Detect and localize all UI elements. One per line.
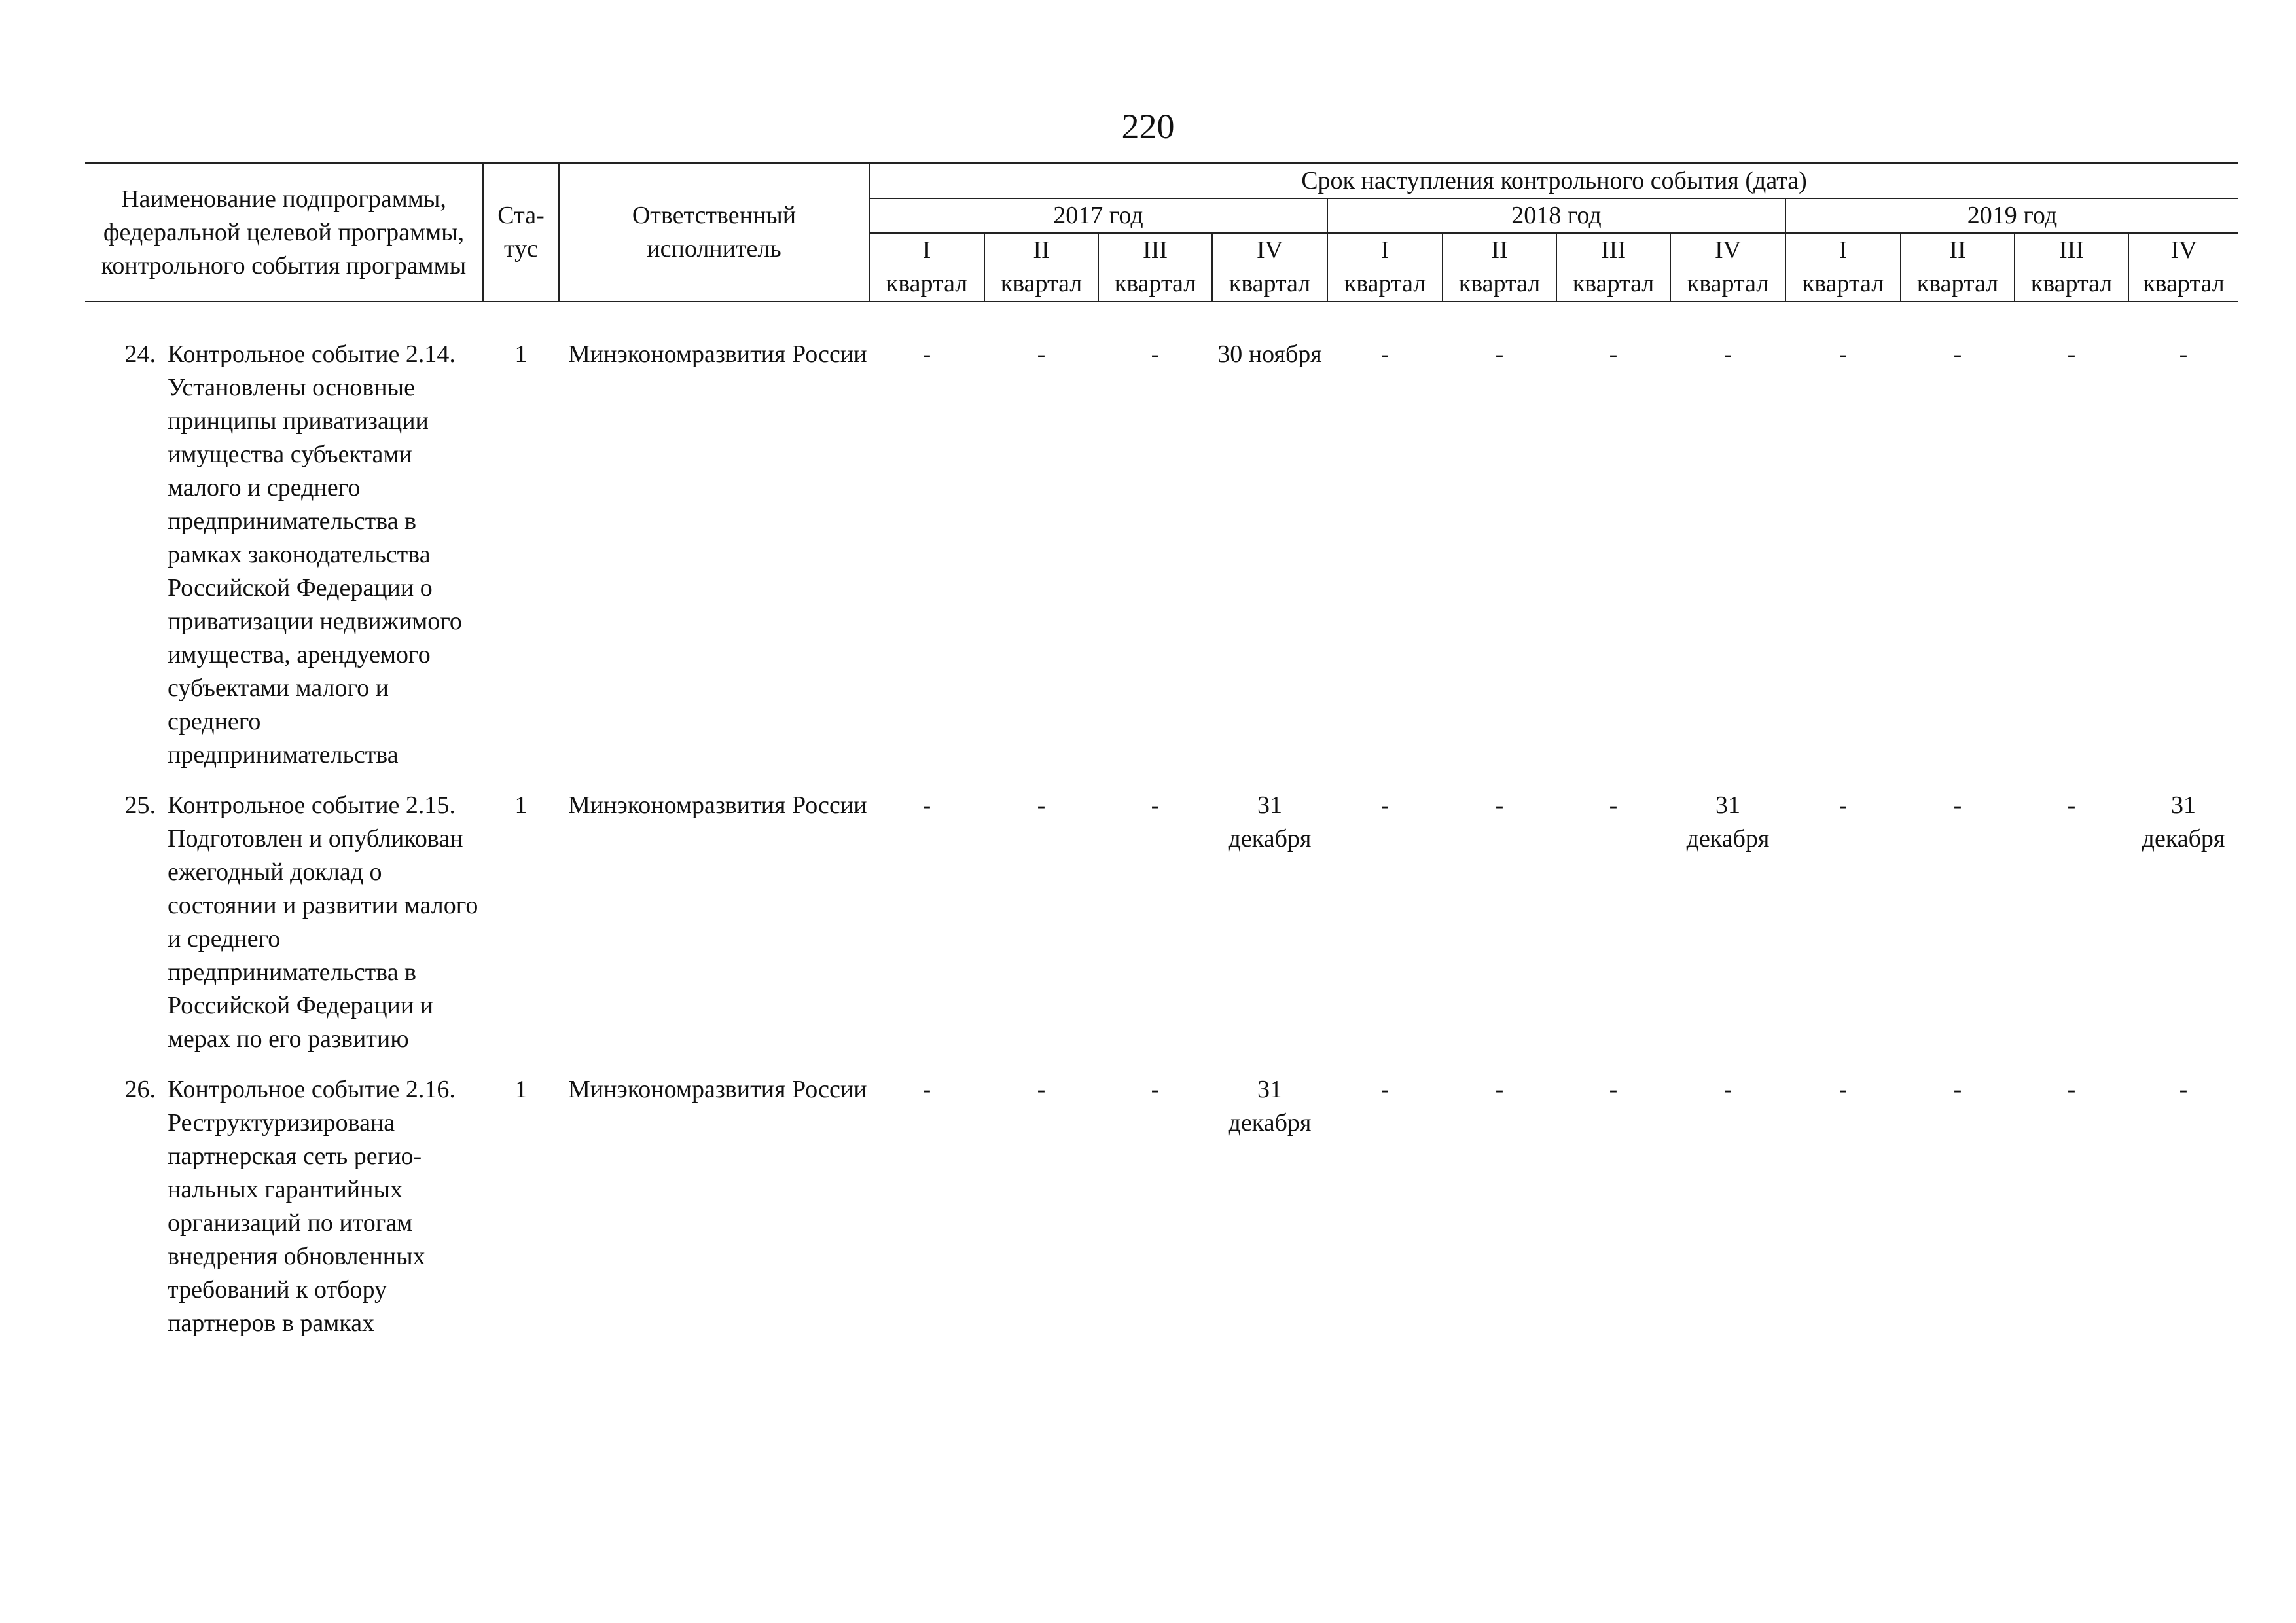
- executor-cell: Минэкономразвития России: [568, 792, 867, 819]
- quarter-date-cell: -: [1723, 1076, 1732, 1103]
- quarter-date-cell: -: [922, 340, 931, 368]
- header-year-2019: 2019 год: [1785, 198, 2238, 233]
- header-quarter-label: II: [984, 233, 1098, 267]
- quarter-date-cell: -: [1380, 1076, 1390, 1103]
- table-row: [85, 1073, 2238, 1357]
- header-quarter-label: IV: [1212, 233, 1327, 267]
- header-quarter-word: квартал: [869, 267, 984, 302]
- header-quarter-word: квартал: [1556, 267, 1670, 302]
- quarter-date-cell: -: [1953, 1076, 1962, 1103]
- quarter-date-cell: 30 ноября: [1217, 340, 1322, 368]
- header-name-column: Наименование подпрограммы, федеральной целевой программы, контрольного события программы: [85, 164, 483, 302]
- quarter-date-cell: -: [1495, 340, 1504, 368]
- table-row: [85, 789, 2238, 1073]
- quarter-date-cell: 31 декабря: [1686, 792, 1770, 852]
- event-description: Контрольное событие 2.16. Реструктуризирована партнерская сеть регио- нальных гарантийных организаций по итогам внедрения обновленных требований к отбору партнеров в рамках: [168, 1076, 456, 1337]
- header-quarter-label: IV: [2128, 233, 2238, 267]
- quarter-date-cell: -: [1151, 340, 1160, 368]
- page-number: 220: [1121, 107, 1175, 146]
- header-quarter-label: I: [1785, 233, 1901, 267]
- header-quarter-word: квартал: [1670, 267, 1785, 302]
- quarter-date-cell: -: [1609, 1076, 1618, 1103]
- quarter-date-cell: -: [1839, 792, 1848, 819]
- header-quarter-label: III: [2015, 233, 2128, 267]
- row-number: 25.: [124, 792, 156, 819]
- quarter-date-cell: -: [1037, 792, 1046, 819]
- header-quarter-word: квартал: [1785, 267, 1901, 302]
- header-year-2018: 2018 год: [1327, 198, 1785, 233]
- quarter-date-cell: -: [2179, 340, 2188, 368]
- header-quarter-label: IV: [1670, 233, 1785, 267]
- table-row: [85, 338, 2238, 789]
- executor-cell: Минэкономразвития России: [568, 340, 867, 368]
- header-quarter-word: квартал: [1327, 267, 1443, 302]
- header-quarter-label: III: [1098, 233, 1212, 267]
- header-quarter-word: квартал: [1098, 267, 1212, 302]
- quarter-date-cell: -: [1723, 340, 1732, 368]
- header-status-column: Ста- тус: [483, 164, 559, 302]
- quarter-date-cell: -: [1839, 340, 1848, 368]
- table-body: [85, 302, 2238, 1358]
- quarter-date-cell: 31 декабря: [1228, 1076, 1312, 1137]
- quarter-date-cell: -: [1151, 792, 1160, 819]
- quarter-date-cell: -: [2179, 1076, 2188, 1103]
- quarter-date-cell: -: [1037, 340, 1046, 368]
- executor-cell: Минэкономразвития России: [568, 1076, 867, 1103]
- row-number: 26.: [124, 1076, 156, 1103]
- quarter-date-cell: -: [1495, 792, 1504, 819]
- quarter-date-cell: -: [2067, 340, 2076, 368]
- quarter-date-cell: -: [1609, 792, 1618, 819]
- status-cell: 1: [514, 340, 528, 368]
- header-deadline-title: Срок наступления контрольного события (дата): [869, 164, 2238, 199]
- header-year-2017: 2017 год: [869, 198, 1327, 233]
- quarter-date-cell: -: [1953, 340, 1962, 368]
- control-events-table: [85, 162, 2238, 1357]
- table-header: [85, 164, 2238, 302]
- header-quarter-label: III: [1556, 233, 1670, 267]
- header-quarter-label: II: [1901, 233, 2015, 267]
- header-quarter-word: квартал: [1443, 267, 1556, 302]
- header-quarter-word: квартал: [2015, 267, 2128, 302]
- event-name-cell: [85, 1073, 483, 1357]
- event-name-cell: [85, 789, 483, 1073]
- header-quarter-label: I: [1327, 233, 1443, 267]
- row-number: 24.: [124, 340, 156, 368]
- status-cell: 1: [514, 1076, 528, 1103]
- quarter-date-cell: -: [922, 1076, 931, 1103]
- header-quarter-word: квартал: [1901, 267, 2015, 302]
- quarter-date-cell: 31 декабря: [2142, 792, 2225, 852]
- header-executor-column: Ответственный исполнитель: [559, 164, 869, 302]
- quarter-date-cell: -: [1839, 1076, 1848, 1103]
- quarter-date-cell: -: [2067, 1076, 2076, 1103]
- header-quarter-label: II: [1443, 233, 1556, 267]
- quarter-date-cell: -: [1953, 792, 1962, 819]
- quarter-date-cell: -: [922, 792, 931, 819]
- event-name-cell: [85, 338, 483, 789]
- header-quarter-word: квартал: [1212, 267, 1327, 302]
- header-quarter-word: квартал: [984, 267, 1098, 302]
- event-description: Контрольное событие 2.15. Подготовлен и опубликован ежегодный доклад о состоянии и развитии малого и среднего предпринимательства в Российской Федерации и мерах по его развитию: [168, 792, 478, 1053]
- status-cell: 1: [514, 792, 528, 819]
- quarter-date-cell: -: [1609, 340, 1618, 368]
- event-description: Контрольное событие 2.14. Установлены основные принципы приватизации имущества субъектами малого и среднего предпринимательства в рамках законодательства Российской Федерации о приватизации недвижимого имущества, арендуемого субъектами малого и среднего предпринимательства: [168, 340, 462, 769]
- quarter-date-cell: -: [1380, 340, 1390, 368]
- quarter-date-cell: -: [1495, 1076, 1504, 1103]
- header-quarter-label: I: [869, 233, 984, 267]
- quarter-date-cell: -: [2067, 792, 2076, 819]
- quarter-date-cell: -: [1037, 1076, 1046, 1103]
- quarter-date-cell: 31 декабря: [1228, 792, 1312, 852]
- quarter-date-cell: -: [1151, 1076, 1160, 1103]
- header-quarter-word: квартал: [2128, 267, 2238, 302]
- quarter-date-cell: -: [1380, 792, 1390, 819]
